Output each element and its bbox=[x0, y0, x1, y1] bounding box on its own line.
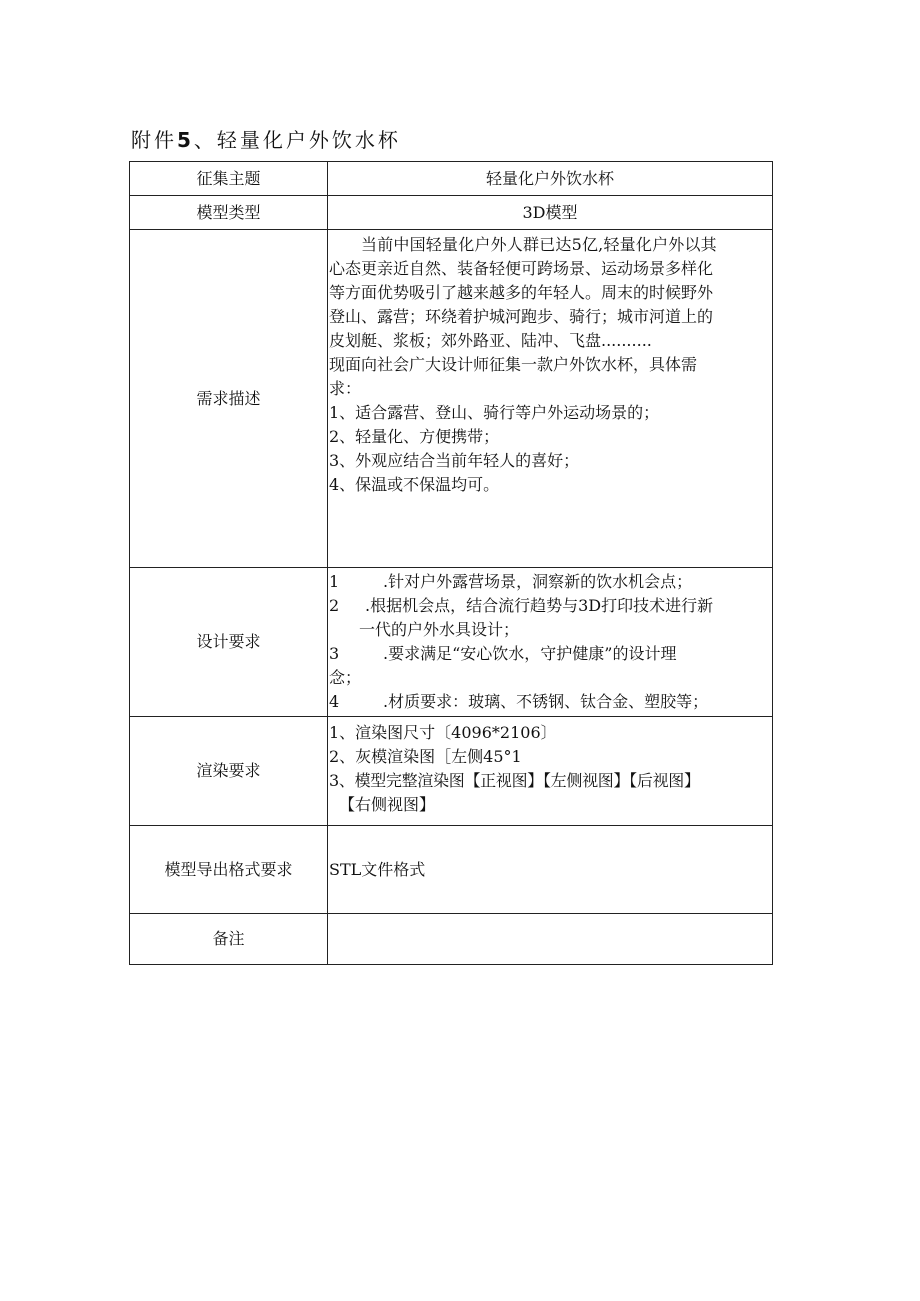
demand-line: 4、保温或不保温均可。 bbox=[329, 475, 500, 494]
design-item bbox=[329, 570, 772, 594]
render-content bbox=[328, 717, 773, 826]
design-item-text: .材质要求：玻璃、不锈钢、钛合金、塑胶等； bbox=[383, 692, 709, 711]
render-line: 【右侧视图】 bbox=[339, 795, 436, 814]
demand-line: 1、适合露营、登山、骑行等户外运动场景的； bbox=[329, 403, 660, 422]
demand-line: 求： bbox=[329, 379, 362, 398]
render-label: 渲染要求 bbox=[130, 717, 328, 826]
render-line: 1、渲染图尺寸〔4096*2106〕 bbox=[329, 723, 557, 742]
export-format-label: 模型导出格式要求 bbox=[130, 826, 328, 914]
design-item-continuation: 念； bbox=[329, 668, 362, 687]
document-title bbox=[131, 124, 401, 153]
demand-line: 当前中国轻量化户外人群已达5亿,轻量化户外以其 bbox=[361, 235, 717, 254]
demand-line: 2、轻量化、方便携带； bbox=[329, 427, 500, 446]
remark-value bbox=[328, 914, 773, 965]
design-item-number: 1 bbox=[329, 572, 340, 591]
row-render bbox=[130, 717, 773, 826]
remark-label: 备注 bbox=[130, 914, 328, 965]
export-format-value: STL文件格式 bbox=[328, 826, 773, 914]
row-theme bbox=[130, 162, 773, 196]
row-export-format bbox=[130, 826, 773, 914]
design-item-number: 2 bbox=[329, 596, 340, 615]
theme-label: 征集主题 bbox=[130, 162, 328, 196]
model-type-label: 模型类型 bbox=[130, 196, 328, 230]
design-item-number: 3 bbox=[329, 644, 340, 663]
demand-line: 3、外观应结合当前年轻人的喜好； bbox=[329, 451, 580, 470]
demand-line: 心态更亲近自然、装备轻便可跨场景、运动场景多样化 bbox=[329, 259, 714, 278]
title-number: 5 bbox=[177, 128, 194, 152]
theme-value: 轻量化户外饮水杯 bbox=[328, 162, 773, 196]
row-design bbox=[130, 568, 773, 717]
design-item bbox=[329, 642, 772, 666]
design-label: 设计要求 bbox=[130, 568, 328, 717]
design-content bbox=[328, 568, 773, 717]
design-item-text: .针对户外露营场景，洞察新的饮水机会点； bbox=[383, 572, 693, 591]
design-item-number: 4 bbox=[329, 692, 340, 711]
demand-line: 登山、露营；环绕着护城河跑步、骑行；城市河道上的 bbox=[329, 307, 714, 326]
demand-label: 需求描述 bbox=[130, 230, 328, 568]
demand-line: 皮划艇、浆板；郊外路亚、陆冲、飞盘.......... bbox=[329, 331, 652, 350]
design-item-continuation: 一代的户外水具设计； bbox=[359, 620, 520, 639]
row-demand bbox=[130, 230, 773, 568]
row-model-type bbox=[130, 196, 773, 230]
demand-line: 等方面优势吸引了越来越多的年轻人。周末的时候野外 bbox=[329, 283, 714, 302]
design-item bbox=[329, 594, 772, 618]
row-remark bbox=[130, 914, 773, 965]
design-item-text: .根据机会点，结合流行趋势与3D打印技术进行新 bbox=[365, 596, 714, 615]
title-suffix: 、轻量化户外饮水杯 bbox=[193, 128, 401, 152]
spec-table bbox=[129, 161, 773, 965]
render-line: 3、模型完整渲染图【正视图】【左侧视图】【后视图】 bbox=[329, 771, 700, 790]
design-item bbox=[329, 690, 772, 714]
demand-line: 现面向社会广大设计师征集一款户外饮水杯，具体需 bbox=[329, 355, 698, 374]
render-line: 2、灰模渲染图［左侧45°1 bbox=[329, 747, 522, 766]
title-prefix: 附件 bbox=[131, 128, 177, 152]
model-type-value: 3D模型 bbox=[328, 196, 773, 230]
design-item-text: .要求满足“安心饮水，守护健康”的设计理 bbox=[383, 644, 677, 663]
demand-content bbox=[328, 230, 773, 568]
